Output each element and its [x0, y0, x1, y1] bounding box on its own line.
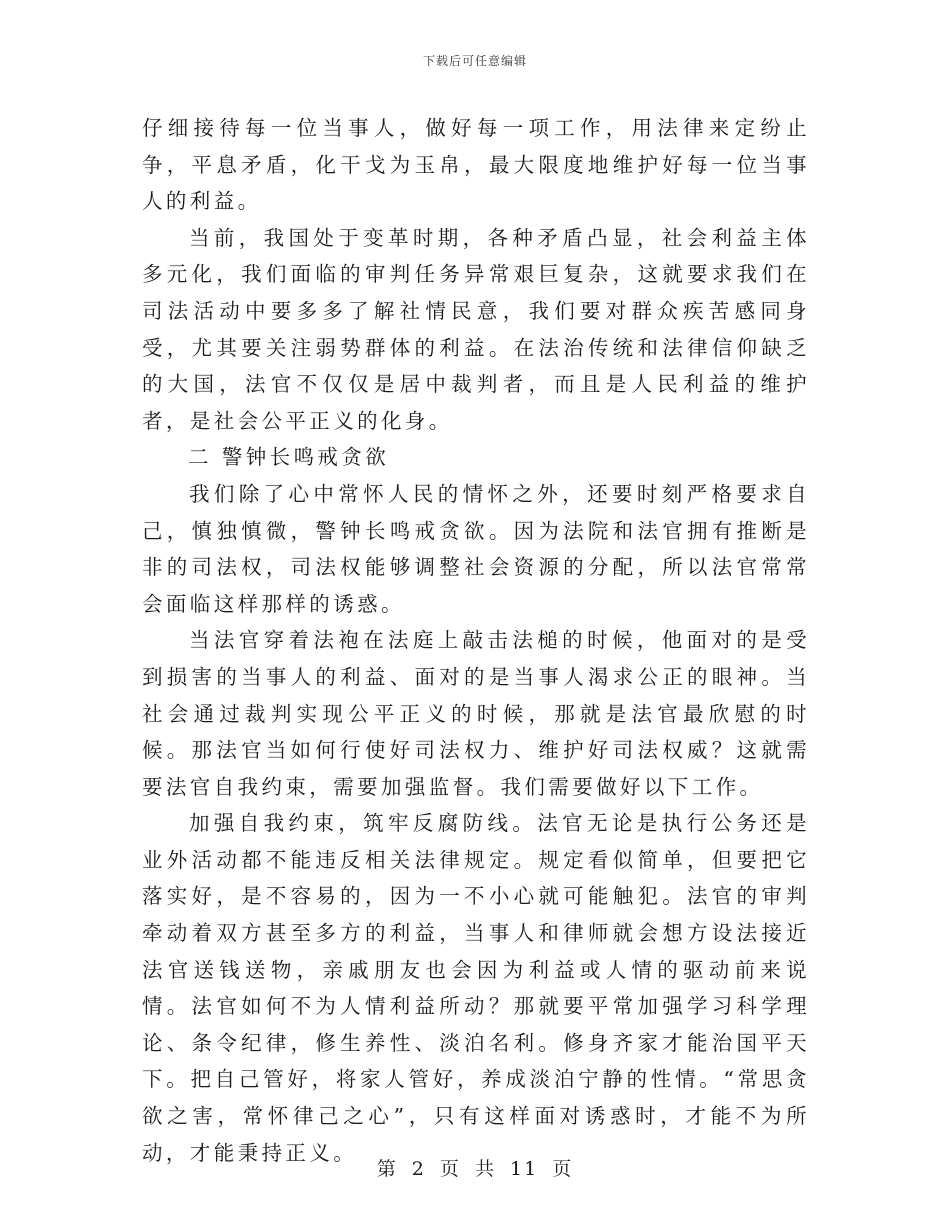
section-heading: 二 警钟长鸣戒贪欲 — [188, 445, 390, 470]
paragraph-continued: 仔细接待每一位当事人，做好每一项工作，用法律来定纷止争，平息矛盾，化干戈为玉帛，最大限度地维护好每一位当事人的利益。 — [142, 116, 810, 214]
paragraph: 加强自我约束，筑牢反腐防线。法官无论是执行公务还是业外活动都不能违反相关法律规定。规定看似简单，但要把它落实好，是不容易的，因为一不小心就可能触犯。法官的审判牵动着双方甚至多方的利益，当事人和律师就会想方设法接近法官送钱送物，亲戚朋友也会因为利益或人情的驱动前来说情。法官如何不为人情利益所动？那就要平常加强学习科学理论、条令纪律，修生养性、淡泊名利。修身齐家才能治国平天下。把自己管好，将家人管好，养成淡泊宁静的性情。“常思贪欲之害，常怀律己之心”，只有这样面对诱惑时，才能不为所动，才能秉持正义。 — [142, 811, 810, 1165]
document-body — [142, 110, 810, 1171]
paragraph: 当前，我国处于变革时期，各种矛盾凸显，社会利益主体多元化，我们面临的审判任务异常艰巨复杂，这就要求我们在司法活动中要多多了解社情民意，我们要对群众疾苦感同身受，尤其要关注弱势群体的利益。在法治传统和法律信仰缺乏的大国，法官不仅仅是居中裁判者，而且是人民利益的维护者，是社会公平正义的化身。 — [142, 225, 810, 433]
page-header: 下载后可任意编辑 — [422, 54, 527, 68]
page-footer: 第 2 页 共 11 页 — [376, 1158, 574, 1180]
paragraph: 我们除了心中常怀人民的情怀之外，还要时刻严格要求自己，慎独慎微，警钟长鸣戒贪欲。因为法院和法官拥有推断是非的司法权，司法权能够调整社会资源的分配，所以法官常常会面临这样那样的诱惑。 — [142, 481, 810, 616]
paragraph: 当法官穿着法袍在法庭上敲击法槌的时候，他面对的是受到损害的当事人的利益、面对的是当事人渴求公正的眼神。当社会通过裁判实现公平正义的时候，那就是法官最欣慰的时候。那法官当如何行使好司法权力、维护好司法权威？这就需要法官自我约束，需要加强监督。我们需要做好以下工作。 — [142, 628, 810, 799]
